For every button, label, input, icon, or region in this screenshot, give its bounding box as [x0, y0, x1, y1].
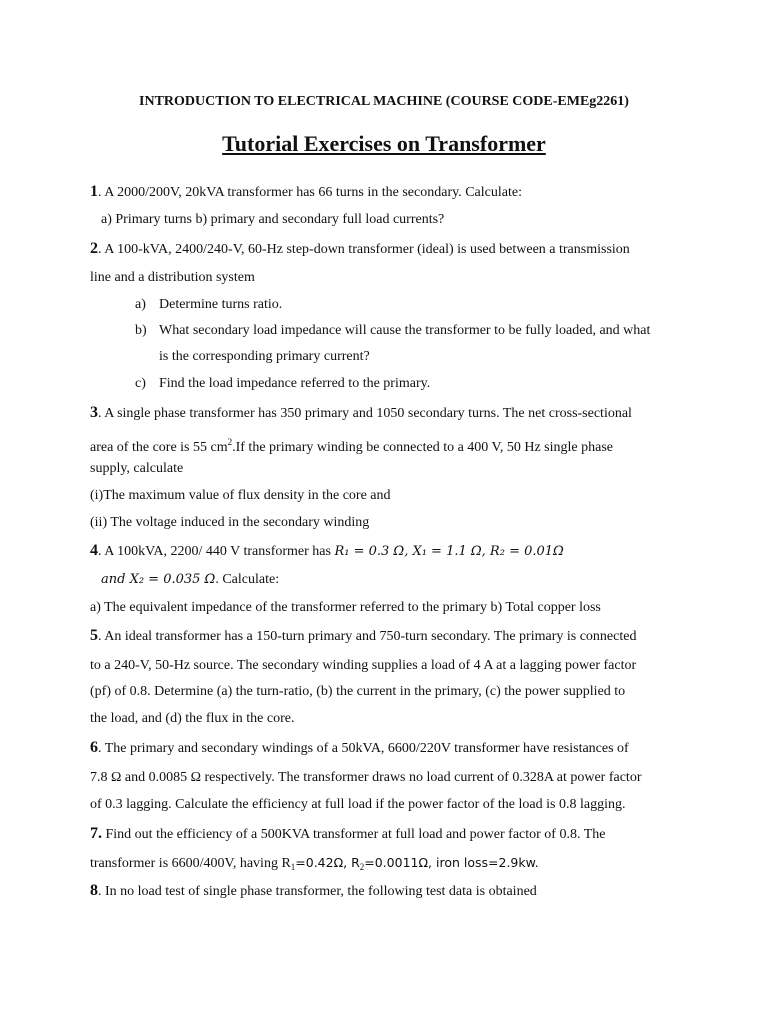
question-1: [90, 183, 522, 202]
text-run: .If the primary winding be connected to a 400 V, 50 Hz single phase: [232, 440, 614, 455]
text-run: =0.0011Ω, iron loss=2.9kw.: [364, 855, 539, 870]
question-number: 8: [90, 882, 98, 899]
question-7-line: [90, 854, 539, 876]
question-6-line: 7.8 Ω and 0.0085 Ω respectively. The transformer draws no load current of 0.328A at power factor: [90, 770, 642, 785]
text-run: transformer is 6600/400V, having R: [90, 856, 291, 871]
question-text: . An ideal transformer has a 150-turn primary and 750-turn secondary. The primary is connected: [98, 629, 637, 644]
question-4-parts: a) The equivalent impedance of the transformer referred to the primary b) Total copper loss: [90, 600, 601, 615]
text-run: . Calculate:: [215, 572, 280, 587]
question-text: . A 2000/200V, 20kVA transformer has 66 turns in the secondary. Calculate:: [98, 185, 522, 200]
question-5-line: to a 240-V, 50-Hz source. The secondary winding supplies a load of 4 A at a lagging power factor: [90, 658, 637, 673]
question-6: [90, 739, 629, 758]
question-4-line: [101, 571, 279, 589]
question-6-line: of 0.3 lagging. Calculate the efficiency at full load if the power factor of the load is 0.8 lagging.: [90, 797, 626, 812]
question-number: 1: [90, 183, 98, 200]
question-3-line: [90, 433, 613, 457]
question-text: . A single phase transformer has 350 primary and 1050 secondary turns. The net cross-sectional: [98, 406, 632, 421]
question-text: . A 100kVA, 2200/ 440 V transformer has: [98, 544, 335, 559]
list-label: c): [135, 376, 146, 391]
list-item-continued: is the corresponding primary current?: [159, 349, 370, 364]
list-label: b): [135, 323, 147, 338]
question-number: 2: [90, 240, 98, 257]
course-header: INTRODUCTION TO ELECTRICAL MACHINE (COURSE CODE-EMEg2261): [139, 94, 629, 109]
question-3-part-ii: (ii) The voltage induced in the secondary winding: [90, 515, 370, 530]
subscript: 2: [359, 862, 365, 872]
text-run: area of the core is 55 cm: [90, 440, 228, 455]
question-8: [90, 882, 537, 901]
question-5-line: the load, and (d) the flux in the core.: [90, 711, 295, 726]
question-4: [90, 542, 564, 561]
page-title: [0, 131, 768, 157]
question-2: [90, 240, 630, 259]
list-item: Determine turns ratio.: [159, 297, 283, 312]
question-1-subparts: a) Primary turns b) primary and secondary full load currents?: [101, 212, 445, 227]
question-number: 4: [90, 542, 98, 559]
question-7: [90, 825, 605, 844]
question-number: 7.: [90, 825, 102, 842]
equation: R₁ = 0.3 Ω, X₁ = 1.1 Ω, R₂ = 0.01Ω: [334, 544, 564, 559]
title-text: Tutorial Exercises on Transformer: [222, 131, 546, 156]
question-5-line: (pf) of 0.8. Determine (a) the turn-ratio, (b) the current in the primary, (c) the power supplied to: [90, 684, 626, 699]
text-run: =0.42Ω, R: [295, 855, 360, 870]
question-number: 6: [90, 739, 98, 756]
list-item: Find the load impedance referred to the primary.: [159, 376, 431, 391]
question-3-part-i: (i)The maximum value of flux density in the core and: [90, 488, 391, 503]
question-number: 3: [90, 404, 98, 421]
question-number: 5: [90, 627, 98, 644]
equation: and X₂ = 0.035 Ω: [101, 572, 216, 587]
question-3-line: supply, calculate: [90, 461, 184, 476]
question-2-line: line and a distribution system: [90, 270, 255, 285]
subscript: 1: [290, 862, 296, 872]
list-label: a): [135, 297, 146, 312]
question-text: . In no load test of single phase transformer, the following test data is obtained: [98, 884, 537, 899]
question-3: [90, 404, 632, 423]
question-text: . A 100-kVA, 2400/240-V, 60-Hz step-down transformer (ideal) is used between a transmission: [98, 242, 630, 257]
list-item: What secondary load impedance will cause the transformer to be fully loaded, and what: [159, 323, 651, 338]
superscript: 2: [227, 437, 233, 447]
question-5: [90, 627, 636, 646]
question-text: . The primary and secondary windings of a 50kVA, 6600/220V transformer have resistances of: [98, 741, 629, 756]
question-text: Find out the efficiency of a 500KVA transformer at full load and power factor of 0.8. The: [102, 827, 606, 842]
